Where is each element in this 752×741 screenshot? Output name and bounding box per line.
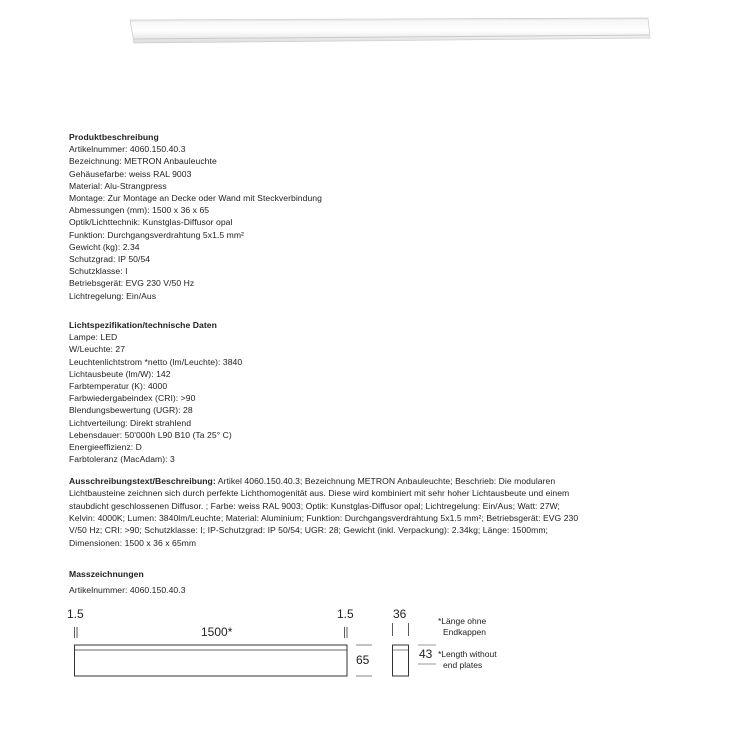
- ausschreibung-line: V/50 Hz; CRI: >90; Schutzklasse: I; IP-Schutzgrad: IP 50/54; UGR: 28; Gewicht (inkl. Verpackung): 2.34kg; Länge: 1500mm;: [69, 525, 548, 536]
- licht-line: Blendungsbewertung (UGR): 28: [69, 405, 193, 416]
- produkt-line: Gewicht (kg): 2.34: [69, 241, 140, 252]
- ausschreibung-line: Lichtbausteine zeichnen sich durch perfekte Lichthomogenität aus. Diese wird kombiniert mit sehr hoher Lichtausbeute und einem: [69, 488, 570, 499]
- note-en-line1: *Length without: [438, 649, 497, 659]
- ausschreibung-line: staubdicht geschlossenen Diffusor. ; Farbe: weiss RAL 9003; Optik: Kunstglas-Diffusor opal; Lichtregelung: Ein/Aus; Watt: 27W;: [69, 500, 560, 511]
- licht-line: W/Leuchte: 27: [69, 344, 126, 355]
- ausschreibung-text: Artikel 4060.150.40.3; Bezeichnung METRON Anbauleuchte; Beschrieb: Die modularen: [215, 476, 556, 486]
- licht-line: Leuchtenlichtstrom *netto (lm/Leuchte): 3840: [69, 356, 243, 367]
- produkt-line: Schutzklasse: I: [69, 266, 128, 277]
- mass-heading: Masszeichnungen: [69, 569, 144, 579]
- ausschreibung-line: Kelvin: 4000K; Lumen: 3840lm/Leuchte; Material: Aluminium; Funktion: Durchgangsverdrahtung 5x1.5 mm²; Betriebsgerät: EVG 230: [69, 512, 579, 523]
- licht-line: Lichtausbeute (lm/W): 142: [69, 368, 171, 379]
- dim-left-end: 1.5: [67, 607, 84, 621]
- produkt-line: Abmessungen (mm): 1500 x 36 x 65: [69, 205, 210, 216]
- dim-length: 1500*: [201, 625, 233, 639]
- produkt-line: Optik/Lichttechnik: Kunstglas-Diffusor opal: [69, 217, 233, 228]
- dim-right-end: 1.5: [337, 607, 354, 621]
- ausschreibung-line: Dimensionen: 1500 x 36 x 65mm: [69, 537, 197, 548]
- produkt-line: Funktion: Durchgangsverdrahtung 5x1.5 mm²: [69, 229, 244, 240]
- licht-line: Lampe: LED: [69, 332, 118, 343]
- mass-artikel: Artikelnummer: 4060.150.40.3: [69, 585, 186, 595]
- dim-height: 65: [356, 653, 370, 667]
- licht-heading: Lichtspezifikation/technische Daten: [69, 320, 217, 330]
- note-de-line1: *Länge ohne: [438, 616, 487, 626]
- produkt-line: Lichtregelung: Ein/Aus: [69, 290, 157, 301]
- produkt-line: Artikelnummer: 4060.150.40.3: [69, 144, 186, 155]
- licht-line: Energieeffizienz: D: [69, 442, 142, 452]
- produkt-line: Bezeichnung: METRON Anbauleuchte: [69, 156, 217, 167]
- produkt-line: Material: Alu-Strangpress: [69, 180, 167, 191]
- licht-line: Lebensdauer: 50'000h L90 B10 (Ta 25° C): [69, 429, 232, 440]
- note-de-line2: Endkappen: [443, 627, 487, 637]
- produkt-line: Schutzgrad: IP 50/54: [69, 254, 151, 264]
- licht-line: Farbtemperatur (K): 4000: [69, 381, 168, 391]
- produkt-line: Betriebsgerät: EVG 230 V/50 Hz: [69, 278, 195, 289]
- licht-line: Farbwiedergabeindex (CRI): >90: [69, 393, 196, 404]
- produkt-line: Gehäusefarbe: weiss RAL 9003: [69, 168, 192, 179]
- licht-line: Farbtoleranz (MacAdam): 3: [69, 454, 175, 465]
- dim-side-height: 43: [419, 647, 433, 661]
- note-en-line2: end plates: [443, 660, 483, 670]
- licht-line: Lichtverteilung: Direkt strahlend: [69, 417, 192, 428]
- ausschreibung-label: Ausschreibungstext/Beschreibung:: [69, 476, 216, 486]
- dim-width: 36: [393, 607, 407, 621]
- produkt-heading: Produktbeschreibung: [69, 132, 159, 142]
- produkt-line: Montage: Zur Montage an Decke oder Wand mit Steckverbindung: [69, 193, 322, 203]
